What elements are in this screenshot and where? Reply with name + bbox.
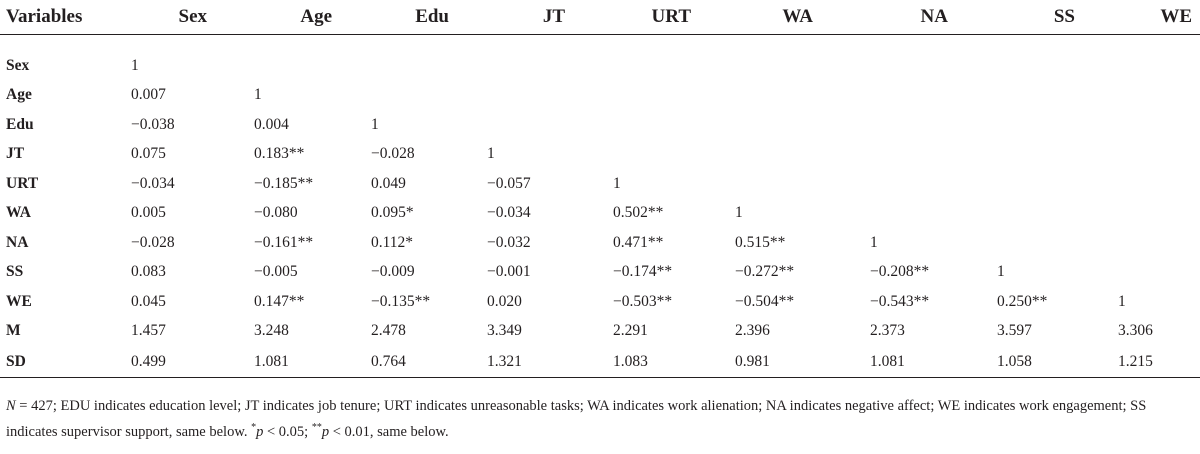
cell-value: 0.471** <box>613 233 664 251</box>
table-cell <box>956 287 1083 317</box>
cell-value: 1.081 <box>254 352 289 370</box>
table-cell <box>573 199 699 229</box>
cell-value: 1 <box>1118 292 1126 310</box>
table-cell <box>120 81 215 111</box>
table-cell <box>340 140 457 170</box>
table-cell <box>340 258 457 288</box>
table-cell <box>821 346 956 378</box>
table-cell <box>1083 258 1200 288</box>
row-label: JT <box>6 145 25 163</box>
table-cell <box>956 346 1083 378</box>
table-cell <box>821 169 956 199</box>
table-cell <box>699 110 821 140</box>
table-cell <box>215 317 340 347</box>
table-cell <box>457 81 573 111</box>
table-cell <box>120 140 215 170</box>
column-header-we: WE <box>1083 0 1200 35</box>
cell-value: −0.543** <box>870 292 930 310</box>
table-cell <box>699 317 821 347</box>
cell-value: −0.185** <box>254 174 314 192</box>
table-cell <box>120 258 215 288</box>
footnote-p1-symbol: p <box>256 423 264 440</box>
table-cell <box>573 258 699 288</box>
table-cell <box>573 346 699 378</box>
table-cell <box>573 317 699 347</box>
footnote-p2-text: < 0.01, same below. <box>329 423 449 440</box>
cell-value: −0.208** <box>870 263 930 281</box>
table-cell <box>956 81 1083 111</box>
footnote-p1-prefix: * <box>251 422 257 433</box>
cell-value: 0.075 <box>131 145 166 163</box>
footnote-n-text: = 427; EDU indicates education level; JT indicates job tenure; URT indicates unreasonable tasks; WA indicates work alienation; NA indicates negative affect; WE indicates work engagement; SS indicates supervisor support, same below. <box>6 398 1147 440</box>
table-cell <box>821 228 956 258</box>
cell-value: 1.321 <box>487 352 522 370</box>
table-cell <box>1083 317 1200 347</box>
table-cell <box>340 110 457 140</box>
row-label: WE <box>6 292 32 310</box>
table-cell <box>457 140 573 170</box>
table-cell <box>215 51 340 81</box>
table-body <box>0 35 1200 378</box>
cell-value: 0.004 <box>254 115 289 133</box>
table-cell <box>340 228 457 258</box>
column-header-na: NA <box>821 0 956 35</box>
table-cell <box>821 199 956 229</box>
table-cell <box>120 169 215 199</box>
table-cell <box>821 51 956 81</box>
cell-value: 2.396 <box>735 322 770 340</box>
cell-value: 1 <box>371 115 379 133</box>
table-cell <box>956 169 1083 199</box>
cell-value: 0.049 <box>371 174 406 192</box>
table-cell <box>699 228 821 258</box>
table-cell <box>120 199 215 229</box>
column-header-urt: URT <box>573 0 699 35</box>
column-header-variables: Variables <box>0 0 120 35</box>
table-row <box>0 110 1200 140</box>
table-row <box>0 228 1200 258</box>
column-header-ss: SS <box>956 0 1083 35</box>
cell-value: 0.764 <box>371 352 406 370</box>
table-cell <box>1083 346 1200 378</box>
column-header-wa: WA <box>699 0 821 35</box>
table-cell <box>699 199 821 229</box>
table-cell <box>1083 169 1200 199</box>
cell-value: 0.112* <box>371 233 414 251</box>
table-cell <box>573 81 699 111</box>
table-cell <box>821 110 956 140</box>
table-row <box>0 140 1200 170</box>
footnote-p1-text: < 0.05; <box>263 423 312 440</box>
header-spacer <box>0 35 1200 52</box>
row-label: M <box>6 322 21 340</box>
cell-value: 1.215 <box>1118 352 1153 370</box>
cell-value: −0.034 <box>487 204 531 222</box>
row-label: Edu <box>6 115 34 133</box>
cell-value: 0.183** <box>254 145 305 163</box>
column-header-jt: JT <box>457 0 573 35</box>
table-cell <box>573 110 699 140</box>
cell-value: −0.034 <box>131 174 175 192</box>
table-cell <box>1083 81 1200 111</box>
cell-value: 1 <box>254 86 262 104</box>
cell-value: −0.028 <box>131 233 175 251</box>
footnote-p2-symbol: p <box>321 423 330 440</box>
table-cell <box>340 81 457 111</box>
row-label: SD <box>0 346 120 378</box>
table-row <box>0 317 1200 347</box>
table-cell <box>457 228 573 258</box>
table-cell <box>457 199 573 229</box>
row-label: URT <box>6 174 39 192</box>
table-cell <box>956 258 1083 288</box>
table-row <box>0 346 1200 378</box>
table-cell <box>956 228 1083 258</box>
table-row <box>0 287 1200 317</box>
table-cell <box>821 81 956 111</box>
table-cell <box>956 199 1083 229</box>
table-cell <box>699 258 821 288</box>
cell-value: 3.306 <box>1118 322 1153 340</box>
cell-value: 1 <box>131 56 139 74</box>
footnote-n-symbol: N <box>6 398 16 414</box>
table-cell <box>699 287 821 317</box>
table-cell <box>457 258 573 288</box>
cell-value: 1.081 <box>870 352 905 370</box>
table-cell <box>215 140 340 170</box>
cell-value: 1.083 <box>613 352 648 370</box>
cell-value: 0.083 <box>131 263 166 281</box>
table-cell <box>821 287 956 317</box>
cell-value: 2.478 <box>371 322 406 340</box>
table-cell <box>340 346 457 378</box>
table-row <box>0 169 1200 199</box>
table-cell <box>821 317 956 347</box>
cell-value: −0.272** <box>735 263 795 281</box>
cell-value: −0.080 <box>254 204 298 222</box>
footnote-p2-prefix: ** <box>311 422 322 433</box>
cell-value: 1.457 <box>131 322 166 340</box>
row-label: SS <box>6 263 24 281</box>
table-row <box>0 51 1200 81</box>
cell-value: 0.515** <box>735 233 786 251</box>
table-cell <box>573 287 699 317</box>
table-cell <box>699 81 821 111</box>
table-cell <box>1083 110 1200 140</box>
table-cell <box>215 81 340 111</box>
cell-value: 0.502** <box>613 204 664 222</box>
table-cell <box>699 346 821 378</box>
table-cell <box>120 110 215 140</box>
table-cell <box>120 228 215 258</box>
cell-value: 0.005 <box>131 204 166 222</box>
table-cell <box>120 317 215 347</box>
cell-value: 0.095* <box>371 204 414 222</box>
cell-value: −0.174** <box>613 263 673 281</box>
column-header-edu: Edu <box>340 0 457 35</box>
cell-value: −0.032 <box>487 233 531 251</box>
cell-value: 3.349 <box>487 322 522 340</box>
table-cell <box>956 51 1083 81</box>
table-cell <box>340 317 457 347</box>
cell-value: 0.020 <box>487 292 522 310</box>
table-cell <box>956 317 1083 347</box>
table-cell <box>699 51 821 81</box>
cell-value: 3.597 <box>997 322 1032 340</box>
table-row <box>0 81 1200 111</box>
cell-value: 2.291 <box>613 322 648 340</box>
row-label: WA <box>6 204 31 222</box>
row-label: Sex <box>6 56 30 74</box>
table-row <box>0 199 1200 229</box>
table-cell <box>457 169 573 199</box>
table-cell <box>1083 228 1200 258</box>
row-label: Age <box>6 86 32 104</box>
cell-value: 0.499 <box>131 352 166 370</box>
table-cell <box>120 287 215 317</box>
table-cell <box>1083 140 1200 170</box>
table-row <box>0 258 1200 288</box>
table-cell <box>956 140 1083 170</box>
cell-value: 0.981 <box>735 352 770 370</box>
cell-value: 0.250** <box>997 292 1048 310</box>
table-cell <box>215 258 340 288</box>
table-cell <box>573 140 699 170</box>
cell-value: 1 <box>487 145 495 163</box>
table-cell <box>215 287 340 317</box>
cell-value: −0.135** <box>371 292 431 310</box>
cell-value: 3.248 <box>254 322 289 340</box>
table-cell <box>340 169 457 199</box>
table-cell <box>956 110 1083 140</box>
table-cell <box>573 169 699 199</box>
cell-value: 0.007 <box>131 86 166 104</box>
table-cell <box>457 51 573 81</box>
cell-value: 1 <box>997 263 1005 281</box>
cell-value: −0.057 <box>487 174 531 192</box>
table-cell <box>821 258 956 288</box>
table-cell <box>340 287 457 317</box>
cell-value: −0.504** <box>735 292 795 310</box>
table-cell <box>457 287 573 317</box>
table-cell <box>215 228 340 258</box>
table-cell <box>457 110 573 140</box>
table-cell <box>120 346 215 378</box>
cell-value: −0.005 <box>254 263 298 281</box>
cell-value: 1 <box>735 204 743 222</box>
column-header-age: Age <box>215 0 340 35</box>
table-cell <box>821 140 956 170</box>
cell-value: −0.001 <box>487 263 531 281</box>
cell-value: −0.503** <box>613 292 673 310</box>
table-cell <box>215 199 340 229</box>
table-cell <box>215 169 340 199</box>
table-cell <box>573 228 699 258</box>
cell-value: −0.028 <box>371 145 415 163</box>
table-cell <box>340 199 457 229</box>
cell-value: 1 <box>613 174 621 192</box>
cell-value: 2.373 <box>870 322 905 340</box>
cell-value: −0.161** <box>254 233 314 251</box>
table-cell <box>573 51 699 81</box>
table-cell <box>1083 51 1200 81</box>
table-cell <box>699 140 821 170</box>
table-cell <box>120 51 215 81</box>
table-cell <box>1083 199 1200 229</box>
table-cell <box>457 317 573 347</box>
table-cell <box>457 346 573 378</box>
table-footnote <box>6 395 1192 443</box>
row-label: NA <box>6 233 29 251</box>
table-cell <box>699 169 821 199</box>
table-header-row <box>0 0 1200 35</box>
table-cell <box>215 110 340 140</box>
cell-value: 1.058 <box>997 352 1032 370</box>
table-cell <box>340 51 457 81</box>
table-cell <box>215 346 340 378</box>
table-cell <box>1083 287 1200 317</box>
cell-value: −0.009 <box>371 263 415 281</box>
cell-value: 0.147** <box>254 292 305 310</box>
cell-value: −0.038 <box>131 115 175 133</box>
cell-value: 0.045 <box>131 292 166 310</box>
cell-value: 1 <box>870 233 878 251</box>
column-header-sex: Sex <box>120 0 215 35</box>
